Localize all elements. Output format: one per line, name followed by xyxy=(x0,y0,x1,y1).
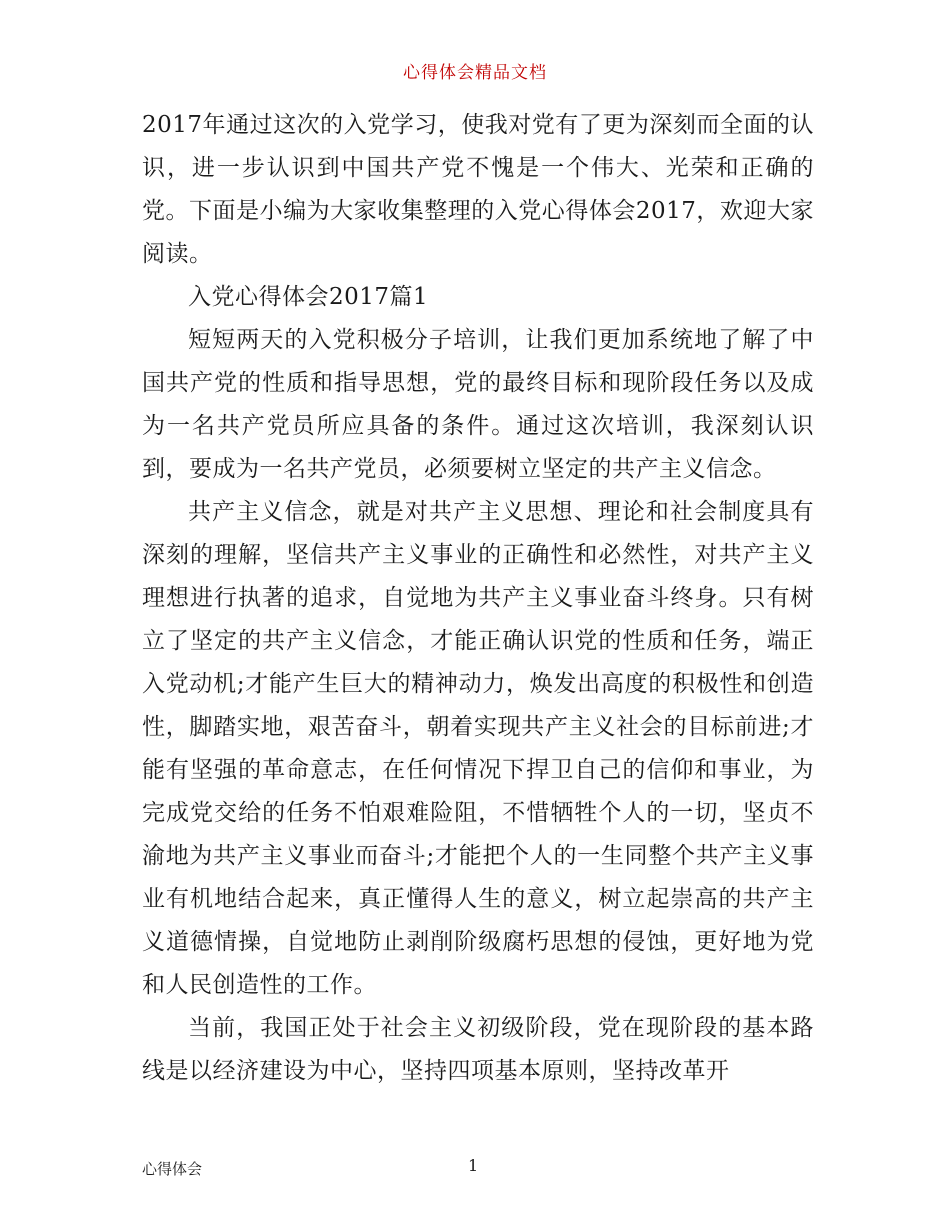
intro-paragraph: 2017年通过这次的入党学习，使我对党有了更为深刻而全面的认识，进一步认识到中国共产党不愧是一个伟大、光荣和正确的党。下面是小编为大家收集整理的入党心得体会2017，欢迎大家阅读。 xyxy=(142,112,814,267)
document-body xyxy=(142,104,814,1093)
body-paragraph: 当前，我国正处于社会主义初级阶段，党在现阶段的基本路线是以经济建设为中心，坚持四项基本原则，坚持改革开 xyxy=(142,1015,814,1084)
page-header: 心得体会精品文档 xyxy=(403,63,547,83)
footer-label: 心得体会 xyxy=(142,1160,203,1178)
body-paragraph: 短短两天的入党积极分子培训，让我们更加系统地了解了中国共产党的性质和指导思想，党的最终目标和现阶段任务以及成为一名共产党员所应具备的条件。通过这次培训，我深刻认识到，要成为一名共产党员，必须要树立坚定的共产主义信念。 xyxy=(142,327,814,482)
body-paragraph: 共产主义信念，就是对共产主义思想、理论和社会制度具有深刻的理解，坚信共产主义事业的正确性和必然性，对共产主义理想进行执著的追求，自觉地为共产主义事业奋斗终身。只有树立了坚定的共产主义信念，才能正确认识党的性质和任务，端正入党动机;才能产生巨大的精神动力，焕发出高度的积极性和创造性，脚踏实地，艰苦奋斗，朝着实现共产主义社会的目标前进;才能有坚强的革命意志，在任何情况下捍卫自己的信仰和事业，为完成党交给的任务不怕艰难险阻，不惜牺牲个人的一切，坚贞不渝地为共产主义事业而奋斗;才能把个人的一生同整个共产主义事业有机地结合起来，真正懂得人生的意义，树立起崇高的共产主义道德情操，自觉地防止剥削阶级腐朽思想的侵蚀，更好地为党和人民创造性的工作。 xyxy=(142,499,814,998)
section-heading: 入党心得体会2017篇1 xyxy=(188,284,429,310)
page-number: 1 xyxy=(468,1156,479,1175)
